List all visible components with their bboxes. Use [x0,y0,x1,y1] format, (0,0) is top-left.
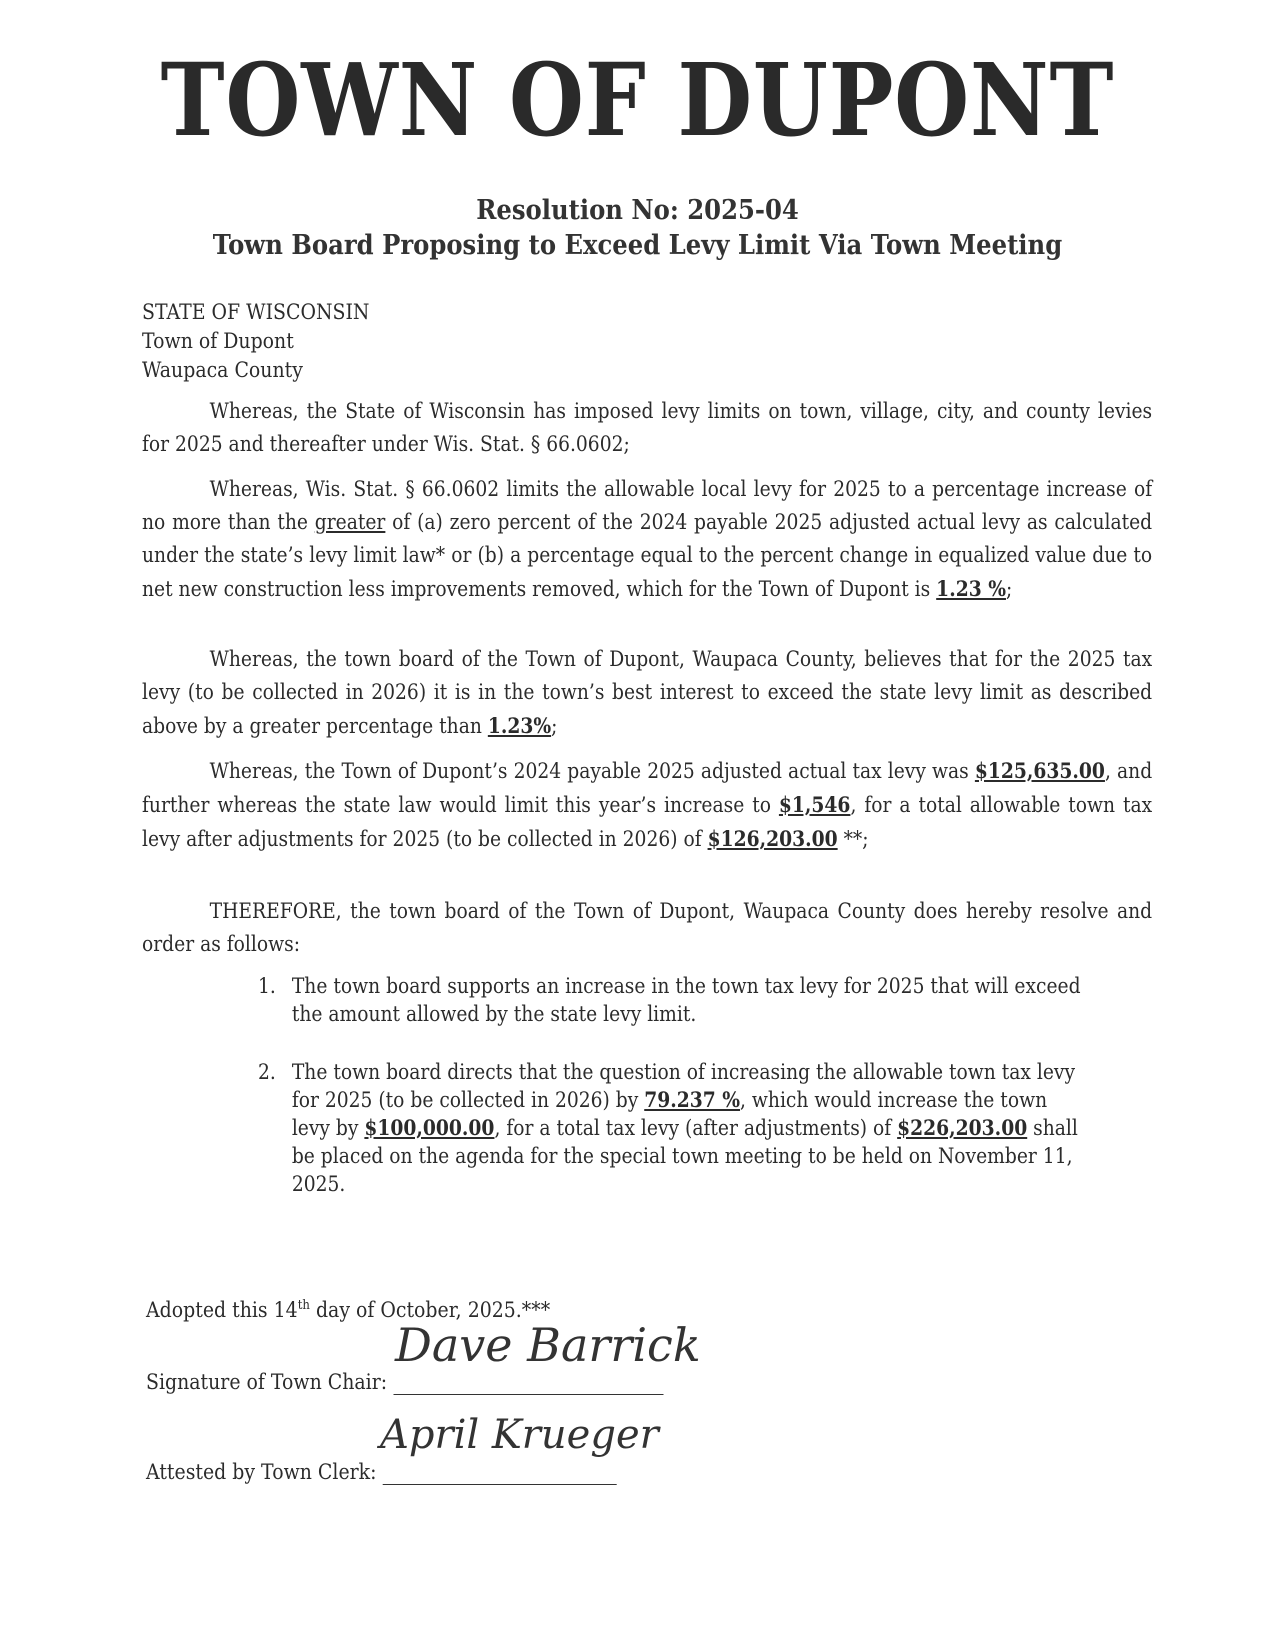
growth-percentage: 1.23 % [936,576,1006,601]
adoption-text: Adopted this 14 [146,1298,298,1322]
punctuation: ; [551,714,558,738]
adoption-text: day of October, 2025.*** [309,1298,551,1322]
resolution-item-1 [258,972,1086,1028]
chair-signature-label: Signature of Town Chair: [146,1370,388,1394]
county-line: Waupaca County [142,358,303,382]
whereas-paragraph-3 [142,643,1152,743]
paragraph-text: Whereas, the State of Wisconsin has imposed levy limits on town, village, city, and county levies for 2025 and thereafter under Wis. Stat. § 66.0602; [142,399,1153,456]
item-text-part: , which would increase the town levy by [291,1088,1048,1140]
resolution-title: Town Board Proposing to Exceed Levy Limit Via Town Meeting [212,230,1063,261]
paragraph-text: Whereas, the Town of Dupont’s 2024 payable 2025 adjusted actual tax levy was [209,759,975,783]
punctuation: **; [837,827,869,851]
town-line: Town of Dupont [142,329,294,353]
clerk-signature-row [146,1460,617,1485]
document-title: TOWN OF DUPONT [160,41,1115,159]
proposed-levy-total: $226,203.00 [897,1115,1028,1140]
therefore-paragraph [142,895,1152,961]
paragraph-text: , for a total allowable town tax levy after adjustments for 2025 (to be collected in 2026) of [142,793,1153,851]
resolution-number: Resolution No: 2025-04 [476,195,799,226]
item-text [292,1058,1086,1198]
ordinal-suffix: th [297,1298,310,1313]
paragraph-text: Whereas, Wis. Stat. § 66.0602 limits the allowable local levy for 2025 to a percentage increase of no more than the [142,477,1153,534]
jurisdiction-header [142,298,369,385]
proposed-increase-amount: $100,000.00 [364,1115,495,1140]
chair-signature-row [146,1370,663,1395]
paragraph-text: of (a) zero percent of the 2024 payable 2025 adjusted actual levy as calculated under the state’s levy limit law* or (b) a percentage equal to the percent change in equalized value due to net new construction less improvements removed, which for the Town of Dupont is [142,510,1153,601]
paragraph-text: Whereas, the town board of the Town of Dupont, Waupaca County, believes that for the 2025 tax levy (to be collected in 2026) it is in the town’s best interest to exceed the state levy limit as described above by a greater percentage than [142,647,1153,738]
resolution-item-2 [258,1058,1086,1198]
punctuation: ; [1005,577,1013,601]
paragraph-text: , and further whereas the state law would limit this year’s increase to [142,759,1153,817]
prior-levy-amount: $125,635.00 [974,758,1105,783]
item-text: The town board supports an increase in the town tax levy for 2025 that will exceed the amount allowed by the state levy limit. [291,974,1081,1026]
growth-percentage: 1.23% [487,713,552,738]
item-number: 1. [258,974,276,998]
whereas-paragraph-2 [142,473,1152,606]
item-number: 2. [258,1060,276,1084]
clerk-signature: April Krueger [380,1412,659,1458]
item-text-part: The town board directs that the question of increasing the allowable town tax levy for 2025 (to be collected in 2026) by [291,1060,1076,1112]
allowed-increase-amount: $1,546 [778,792,851,817]
clerk-signature-line [383,1460,617,1485]
chair-signature: Dave Barrick [395,1318,701,1372]
underlined-word: greater [314,510,386,534]
proposed-percentage: 79.237 % [644,1087,741,1112]
item-text-part: shall be placed on the agenda for the special town meeting to be held on November 11, 2025. [291,1116,1078,1196]
item-text-part: , for a total tax levy (after adjustments) of [494,1116,898,1140]
paragraph-text: THEREFORE, the town board of the Town of Dupont, Waupaca County does hereby resolve and order as follows: [142,899,1153,956]
state-line: STATE OF WISCONSIN [142,300,370,324]
clerk-signature-label: Attested by Town Clerk: [146,1460,377,1484]
chair-signature-line [393,1370,663,1395]
allowable-levy-total: $126,203.00 [707,826,838,851]
whereas-paragraph-1 [142,395,1152,461]
whereas-paragraph-4 [142,754,1152,856]
